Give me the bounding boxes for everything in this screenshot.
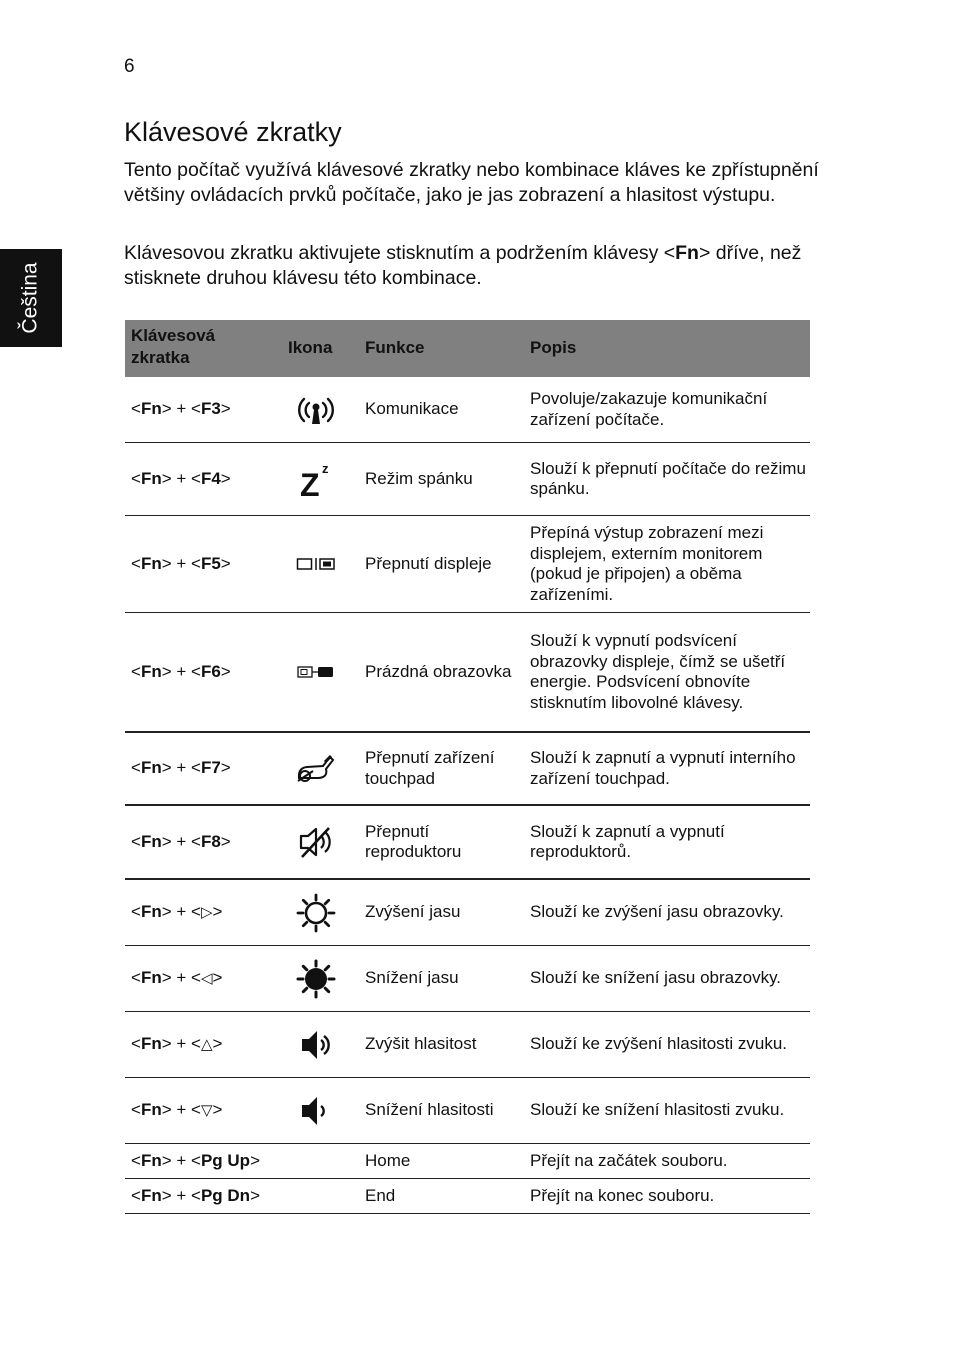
hotkey-table bbox=[125, 320, 810, 1214]
function-name: Přepnutí displeje bbox=[365, 553, 492, 573]
function-description: Slouží ke zvýšení hlasitosti zvuku. bbox=[530, 1034, 788, 1054]
language-label: Čeština bbox=[19, 262, 43, 334]
function-name: End bbox=[365, 1185, 396, 1205]
function-description: Slouží k zapnutí a vypnutí reproduktorů. bbox=[530, 821, 725, 861]
hotkey-cell bbox=[131, 377, 281, 442]
hotkey-combo: <Fn> + <F6> bbox=[131, 661, 231, 681]
function-description: Slouží ke zvýšení jasu obrazovky. bbox=[530, 902, 784, 922]
function-cell bbox=[365, 733, 525, 804]
note-text-after: > dříve, než stisknete druhou klávesu této kombinace. bbox=[124, 242, 802, 289]
function-cell bbox=[365, 377, 525, 442]
table-row bbox=[125, 1144, 810, 1179]
function-description: Slouží k zapnutí a vypnutí interního zařízení touchpad. bbox=[530, 748, 796, 788]
function-description: Povoluje/zakazuje komunikační zařízení počítače. bbox=[530, 389, 768, 429]
combo-key: F8 bbox=[200, 831, 221, 851]
function-name: Home bbox=[365, 1150, 411, 1170]
description-cell bbox=[530, 1012, 810, 1077]
hotkey-combo: <Fn> + <F7> bbox=[131, 758, 231, 778]
combo-key: △ bbox=[200, 1035, 213, 1053]
hotkey-cell bbox=[131, 1179, 281, 1213]
table-row bbox=[125, 733, 810, 806]
description-cell bbox=[530, 880, 810, 945]
function-cell bbox=[365, 946, 525, 1011]
function-description: Slouží k přepnutí počítače do režimu spánku. bbox=[530, 458, 806, 498]
fn-key: Fn bbox=[140, 1185, 162, 1205]
fn-key: Fn bbox=[140, 1033, 162, 1053]
function-name: Přepnutí reproduktoru bbox=[365, 821, 462, 861]
fn-key: Fn bbox=[140, 661, 162, 681]
table-header bbox=[125, 320, 810, 377]
table-row bbox=[125, 443, 810, 516]
combo-key: F3 bbox=[200, 399, 221, 419]
combo-key: Pg Dn bbox=[200, 1185, 251, 1205]
note-key: Fn bbox=[675, 242, 699, 264]
combo-key: Pg Up bbox=[200, 1150, 251, 1170]
function-name: Snížení hlasitosti bbox=[365, 1100, 494, 1120]
volume-up-icon bbox=[285, 1012, 347, 1077]
function-cell bbox=[365, 1144, 525, 1178]
touchpad-toggle-icon bbox=[285, 733, 347, 804]
function-name: Zvýšit hlasitost bbox=[365, 1034, 477, 1054]
hotkey-combo: <Fn> + <F5> bbox=[131, 553, 231, 573]
hotkey-combo: <Fn> + <△> bbox=[131, 1033, 223, 1053]
function-name: Komunikace bbox=[365, 399, 459, 419]
description-cell bbox=[530, 613, 810, 731]
function-description: Slouží ke snížení hlasitosti zvuku. bbox=[530, 1100, 785, 1120]
fn-key: Fn bbox=[140, 758, 162, 778]
hotkey-combo: <Fn> + <▽> bbox=[131, 1099, 223, 1119]
fn-key: Fn bbox=[140, 831, 162, 851]
description-cell bbox=[530, 1179, 810, 1213]
function-cell bbox=[365, 1012, 525, 1077]
hotkey-cell bbox=[131, 613, 281, 731]
fn-key: Fn bbox=[140, 468, 162, 488]
hotkey-combo: <Fn> + <F3> bbox=[131, 399, 231, 419]
fn-key: Fn bbox=[140, 1150, 162, 1170]
function-description: Slouží k vypnutí podsvícení obrazovky displeje, čímž se ušetří energie. Podsvícení obnovíte stisknutím libovolné klávesy. bbox=[530, 631, 786, 712]
brightness-down-icon bbox=[285, 946, 347, 1011]
svg-text:Z: Z bbox=[300, 467, 320, 498]
fn-key: Fn bbox=[140, 967, 162, 987]
combo-key: F7 bbox=[200, 758, 221, 778]
hotkey-cell bbox=[131, 516, 281, 612]
function-cell bbox=[365, 613, 525, 731]
table-row bbox=[125, 880, 810, 946]
hotkey-combo: <Fn> + <Pg Up> bbox=[131, 1150, 260, 1170]
function-name: Snížení jasu bbox=[365, 968, 459, 988]
header-description: Popis bbox=[530, 338, 577, 357]
table-row bbox=[125, 1078, 810, 1144]
combo-key: ◁ bbox=[200, 969, 213, 987]
table-row bbox=[125, 1012, 810, 1078]
combo-key: F5 bbox=[200, 553, 221, 573]
hotkey-cell bbox=[131, 946, 281, 1011]
function-description: Přepíná výstup zobrazení mezi displejem, externím monitorem (pokud je připojen) a oběma zařízeními. bbox=[530, 523, 764, 604]
description-cell bbox=[530, 1078, 810, 1143]
table-row bbox=[125, 1179, 810, 1214]
function-name: Režim spánku bbox=[365, 468, 473, 488]
function-description: Slouží ke snížení jasu obrazovky. bbox=[530, 968, 782, 988]
display-toggle-icon bbox=[285, 516, 347, 612]
hotkey-cell bbox=[131, 443, 281, 515]
header-hotkey: Klávesová zkratka bbox=[131, 326, 216, 367]
empty-icon-cell bbox=[285, 1144, 347, 1178]
intro-paragraph: Tento počítač využívá klávesové zkratky nebo kombinace kláves ke zpřístupnění většiny ovládacích prvků počítače, jako je jas zobrazení a hlasitost výstupu. bbox=[124, 159, 819, 206]
hotkey-cell bbox=[131, 733, 281, 804]
header-icon: Ikona bbox=[288, 338, 333, 357]
fn-key: Fn bbox=[140, 1099, 162, 1119]
svg-text:z: z bbox=[322, 461, 329, 476]
hotkey-cell bbox=[131, 1144, 281, 1178]
hotkey-cell bbox=[131, 1012, 281, 1077]
language-side-tab bbox=[0, 249, 62, 347]
combo-key: F4 bbox=[200, 468, 221, 488]
description-cell bbox=[530, 733, 810, 804]
display-off-icon bbox=[285, 613, 347, 731]
hotkey-cell bbox=[131, 880, 281, 945]
hotkey-combo: <Fn> + <F8> bbox=[131, 831, 231, 851]
table-row bbox=[125, 613, 810, 733]
description-cell bbox=[530, 443, 810, 515]
empty-icon-cell bbox=[285, 1179, 347, 1213]
hotkey-combo: <Fn> + <F4> bbox=[131, 468, 231, 488]
combo-key: F6 bbox=[200, 661, 221, 681]
function-name: Zvýšení jasu bbox=[365, 902, 461, 922]
note-paragraph bbox=[124, 241, 824, 291]
function-cell bbox=[365, 516, 525, 612]
header-function: Funkce bbox=[365, 338, 425, 357]
description-cell bbox=[530, 377, 810, 442]
table-row bbox=[125, 806, 810, 880]
fn-key: Fn bbox=[140, 399, 162, 419]
page-number: 6 bbox=[124, 56, 135, 77]
description-cell bbox=[530, 806, 810, 878]
description-cell bbox=[530, 946, 810, 1011]
table-row bbox=[125, 946, 810, 1012]
function-cell bbox=[365, 880, 525, 945]
combo-key: ▽ bbox=[200, 1101, 213, 1119]
sleep-icon bbox=[285, 443, 347, 515]
description-cell bbox=[530, 516, 810, 612]
volume-down-icon bbox=[285, 1078, 347, 1143]
hotkey-cell bbox=[131, 1078, 281, 1143]
function-description: Přejít na konec souboru. bbox=[530, 1185, 715, 1205]
description-cell bbox=[530, 1144, 810, 1178]
function-cell bbox=[365, 443, 525, 515]
table-row bbox=[125, 377, 810, 443]
function-cell bbox=[365, 806, 525, 878]
note-text-before: Klávesovou zkratku aktivujete stisknutím a podržením klávesy < bbox=[124, 242, 676, 264]
hotkey-cell bbox=[131, 806, 281, 878]
hotkey-combo: <Fn> + <Pg Dn> bbox=[131, 1185, 260, 1205]
brightness-up-icon bbox=[285, 880, 347, 945]
fn-key: Fn bbox=[140, 553, 162, 573]
table-body bbox=[125, 377, 810, 1214]
function-name: Prázdná obrazovka bbox=[365, 661, 512, 681]
function-cell bbox=[365, 1179, 525, 1213]
speaker-mute-icon bbox=[285, 806, 347, 878]
function-description: Přejít na začátek souboru. bbox=[530, 1150, 728, 1170]
hotkey-combo: <Fn> + <◁> bbox=[131, 967, 223, 987]
combo-key: ▷ bbox=[200, 903, 213, 921]
wireless-communication-icon bbox=[285, 377, 347, 442]
function-name: Přepnutí zařízení touchpad bbox=[365, 748, 495, 788]
function-cell bbox=[365, 1078, 525, 1143]
hotkey-combo: <Fn> + <▷> bbox=[131, 901, 223, 921]
fn-key: Fn bbox=[140, 901, 162, 921]
table-row bbox=[125, 516, 810, 613]
page-title: Klávesové zkratky bbox=[124, 117, 342, 147]
